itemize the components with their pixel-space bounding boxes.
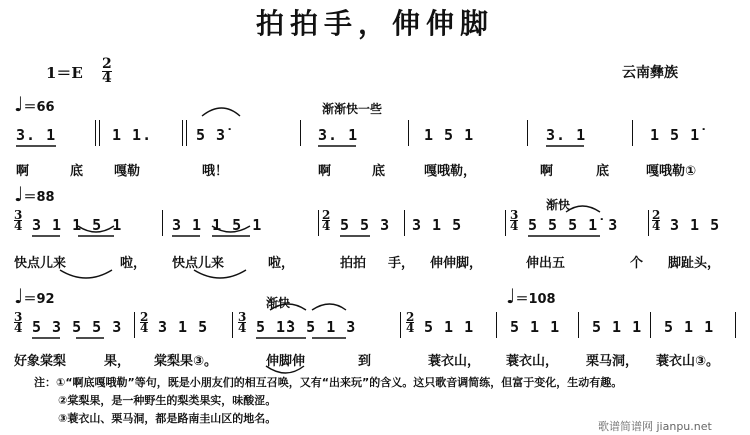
time-change-2-4: $\frac{2}{4}$ xyxy=(140,310,149,335)
tempo-marking-2: ♩＝88 xyxy=(14,182,55,206)
measure: 1 5 1̇ xyxy=(650,126,701,144)
lyric: 快点儿来 xyxy=(14,256,67,271)
slur xyxy=(270,304,306,310)
measure: 5 5 3 xyxy=(340,216,391,234)
lyric: 蓑衣山， xyxy=(506,354,559,369)
lyric: 嘎哦勒① xyxy=(646,164,697,179)
measure: 5 1 1 xyxy=(592,318,643,336)
measure: 3. 1 xyxy=(16,126,57,144)
time-sig-denominator: 4 xyxy=(102,70,112,86)
quarter-note-icon: ♩ xyxy=(14,182,24,206)
lyric: 拍拍 xyxy=(340,256,367,271)
footnote-2: ②棠梨果，是一种野生的梨类果实，味酸涩。 xyxy=(58,394,277,407)
lyric: 棠梨果③。 xyxy=(154,354,218,369)
time-change-3-4: $\frac{3}{4}$ xyxy=(14,310,23,335)
measure: 5 1̇3 5 1 3 xyxy=(256,318,357,336)
key-signature: 1＝E xyxy=(46,64,83,82)
measure: 5 1 1 xyxy=(510,318,561,336)
lyric: 底 xyxy=(372,164,386,179)
quarter-note-icon: ♩ xyxy=(14,284,24,308)
tempo-marking-1: ♩＝66 xyxy=(14,92,55,116)
lyric: 啊 xyxy=(540,164,554,179)
measure: 5 1 1 xyxy=(424,318,475,336)
lyric: 蓑衣山③。 xyxy=(656,354,720,369)
time-change-2-4: $\frac{2}{4}$ xyxy=(406,310,415,335)
time-change-3-4: $\frac{3}{4}$ xyxy=(238,310,247,335)
time-change-3-4: $\frac{3}{4}$ xyxy=(510,208,519,233)
slur xyxy=(566,206,600,212)
lyric: 伸伸脚， xyxy=(430,256,483,271)
page-title: 拍拍手，伸伸脚 xyxy=(255,7,494,40)
tempo-marking-3: ♩＝92 xyxy=(14,284,55,308)
measure: 3. 1 xyxy=(318,126,359,144)
lyric: 嘎哦勒， xyxy=(424,164,477,179)
time-change-2-4: $\frac{2}{4}$ xyxy=(652,208,661,233)
footnote-1: 注：①“啊底嘎哦勒”等句，既是小朋友们的相互召唤，又有“出来玩”的含义。这只歌音调简练，但富于变化，生动有趣。 xyxy=(34,376,623,389)
lyric: 伸出五 xyxy=(526,256,566,271)
lyric: 手， xyxy=(388,256,415,271)
origin-label: 云南彝族 xyxy=(622,65,678,81)
lyric: 好象棠梨 xyxy=(14,354,67,369)
lyric: 蓑衣山， xyxy=(428,354,481,369)
lyric: 伸脚伸 xyxy=(266,354,306,369)
measure: 5 3̇ xyxy=(196,126,227,144)
measure: 3 1 5 xyxy=(158,318,209,336)
lyric: 栗马洞， xyxy=(586,354,639,369)
lyric: 嘎勒 xyxy=(114,164,141,179)
measure: 3 1 5 xyxy=(670,216,721,234)
lyric: 个 xyxy=(630,256,644,271)
tempo-annotation-2: 渐快 xyxy=(546,198,571,212)
tempo-annotation-3: 渐快 xyxy=(266,296,291,310)
measure: 3 1 1 5 1 xyxy=(32,216,123,234)
watermark: 歌谱简谱网 jianpu.net xyxy=(598,420,712,433)
lyric: 哦！ xyxy=(202,164,229,179)
lyric: 脚趾头， xyxy=(668,256,721,271)
slur xyxy=(202,108,240,116)
measure: 5 1 1 xyxy=(664,318,715,336)
lyric: 到 xyxy=(358,354,372,369)
measure: 3 1 1 5 1 xyxy=(172,216,263,234)
measure: 3. 1 xyxy=(546,126,587,144)
time-sig-numerator: 2 xyxy=(102,56,112,72)
slur xyxy=(312,304,346,310)
measure: 1 5 1 xyxy=(424,126,475,144)
quarter-note-icon: ♩ xyxy=(506,284,516,308)
slur xyxy=(78,226,114,232)
lyric: 啊 xyxy=(16,164,30,179)
time-change-3-4: $\frac{3}{4}$ xyxy=(14,208,23,233)
lyric: 啦， xyxy=(268,256,295,271)
measure: 5 5 5 1̇ 3 xyxy=(528,216,619,234)
slur xyxy=(60,270,112,278)
lyric: 底 xyxy=(596,164,610,179)
tempo-marking-4: ♩＝108 xyxy=(506,284,556,308)
tempo-annotation-1: 渐渐快一些 xyxy=(322,102,383,116)
quarter-note-icon: ♩ xyxy=(14,92,24,116)
lyric: 啊 xyxy=(318,164,332,179)
measure: 5 3 5 5 3 xyxy=(32,318,123,336)
measure: 1 1. xyxy=(112,126,153,144)
slur xyxy=(194,270,246,278)
measure: 3 1 5 xyxy=(412,216,463,234)
lyric: 底 xyxy=(70,164,84,179)
time-change-2-4: $\frac{2}{4}$ xyxy=(322,208,331,233)
footnote-3: ③蓑衣山、栗马洞，都是路南圭山区的地名。 xyxy=(58,412,277,425)
lyric: 啦， xyxy=(120,256,147,271)
slur xyxy=(266,366,304,373)
lyric: 果， xyxy=(104,354,131,369)
lyric: 快点儿来 xyxy=(172,256,225,271)
slur xyxy=(212,226,250,232)
